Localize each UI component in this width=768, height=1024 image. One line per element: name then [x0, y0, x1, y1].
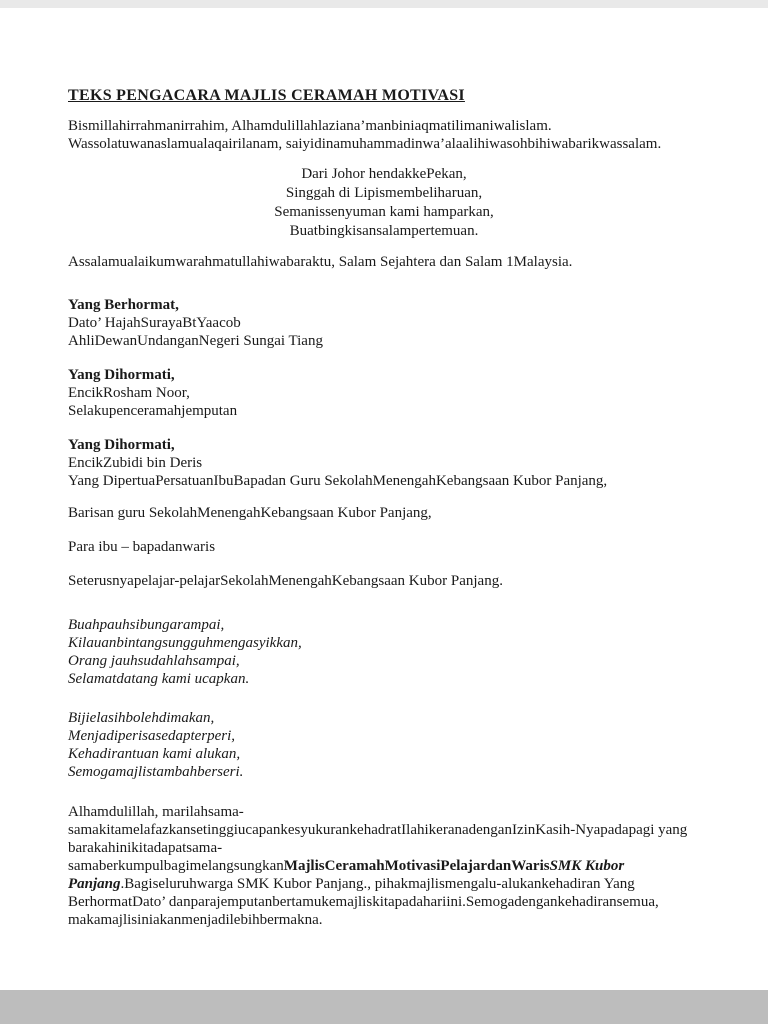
pantun-line: Dari Johor hendakkePekan,	[301, 166, 467, 182]
opening-doa-paragraph: Bismillahirrahmanirrahim, Alhamdulillahlaziana’manbiniaqmatilimaniwalislam. Wassolatuwanaslamualaqairilanam, saiyidinamuhammadinwa’alaalihiwasohbihiwabarikwassalam.	[68, 118, 662, 152]
salutation-line: Assalamualaikumwarahmatullahiwabaraktu, Salam Sejahtera dan Salam 1Malaysia.	[68, 254, 573, 270]
closing-text-normal: Alhamdulillah, marilahsama-samakitamelafazkansetinggiucapankesyukurankehadratIlahikeranadenganIzinKasih-Nyapadapagi yang barakahinikitadapatsama-samaberkumpulbagimelangsungkan	[68, 804, 688, 874]
pantun-pembuka	[68, 165, 700, 241]
greeting-block-berhormat	[68, 296, 700, 350]
closing-text-bold: MajlisCeramahMotivasiPelajardanWaris	[283, 858, 550, 874]
pantun-line: Buatbingkisansalampertemuan.	[289, 223, 479, 239]
greeting-line: EncikZubidi bin Deris	[68, 455, 203, 471]
pantun-line: Selamatdatang kami ucapkan.	[68, 671, 250, 687]
pantun-aluan-2	[68, 709, 700, 781]
greeting-line: AhliDewanUndanganNegeri Sungai Tiang	[68, 333, 323, 349]
document-page	[0, 8, 768, 990]
pantun-line: Semogamajlistambahberseri.	[68, 764, 244, 780]
greeting-line: EncikRosham Noor,	[68, 385, 190, 401]
greeting-block-dihormati-1	[68, 366, 700, 420]
bottom-gray-strip	[0, 990, 768, 1024]
greeting-heading: Yang Berhormat,	[68, 297, 179, 313]
acknowledgement-line-guru: Barisan guru SekolahMenengahKebangsaan Kubor Panjang,	[68, 505, 432, 521]
pantun-line: Orang jauhsudahlahsampai,	[68, 653, 240, 669]
closing-text-bold-italic: SMK Kubor Panjang	[68, 858, 625, 892]
greeting-line: Selakupenceramahjemputan	[68, 403, 238, 419]
pantun-line: Semanissenyuman kami hamparkan,	[274, 204, 494, 220]
greeting-heading: Yang Dihormati,	[68, 367, 175, 383]
pantun-line: Kilauanbintangsungguhmengasyikkan,	[68, 635, 302, 651]
greeting-line: Dato’ HajahSurayaBtYaacob	[68, 315, 241, 331]
greeting-block-dihormati-2	[68, 436, 700, 490]
acknowledgement-line-ibubapa: Para ibu – bapadanwaris	[68, 539, 216, 555]
pantun-line: Buahpauhsibungarampai,	[68, 617, 225, 633]
greeting-line: Yang DipertuaPersatuanIbuBapadan Guru SekolahMenengahKebangsaan Kubor Panjang,	[68, 473, 608, 489]
closing-paragraph	[68, 803, 700, 929]
pantun-line: Menjadiperisasedapterperi,	[68, 728, 236, 744]
greeting-heading: Yang Dihormati,	[68, 437, 175, 453]
pantun-line: Singgah di Lipismembeliharuan,	[285, 185, 483, 201]
pantun-line: Kehadirantuan kami alukan,	[68, 746, 241, 762]
document-title: TEKS PENGACARA MAJLIS CERAMAH MOTIVASI	[68, 87, 465, 104]
closing-text-normal: .Bagiseluruhwarga SMK Kubor Panjang., pihakmajlismengalu-alukankehadiran Yang BerhormatDato’ danparajemputanbertamukemajliskitapadahariini.Semogadengankehadiransemua, makamajlisiniakanmenjadilebihbermakna.	[68, 876, 659, 928]
top-gray-strip	[0, 0, 768, 8]
pantun-line: Bijielasihbolehdimakan,	[68, 710, 215, 726]
acknowledgement-line-pelajar: Seterusnyapelajar-pelajarSekolahMenengahKebangsaan Kubor Panjang.	[68, 573, 503, 589]
pantun-aluan-1	[68, 616, 700, 688]
